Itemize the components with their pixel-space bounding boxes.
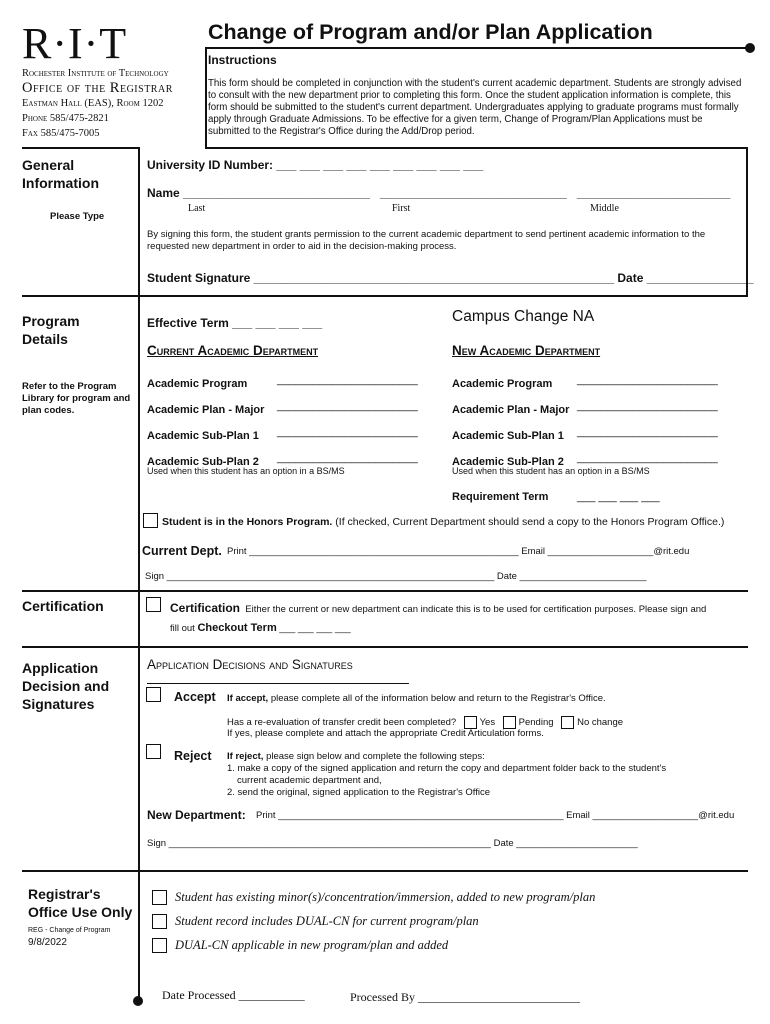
reevaluation-question: Has a re-evaluation of transfer credit been completed? (227, 717, 457, 729)
processed-by-field[interactable]: Processed By ___________________________ (350, 990, 580, 1004)
new-dept-sign-date-field[interactable]: Sign _____________________________________________________________ Date _______________________ (147, 838, 638, 849)
certification-checkbox[interactable] (146, 597, 161, 612)
row-label: Academic Program (147, 378, 248, 390)
date-processed-field[interactable]: Date Processed ___________ (162, 988, 305, 1002)
section-program-details: Program Details (22, 313, 80, 347)
program-row (147, 400, 447, 426)
form-code: REG - Change of Program (28, 927, 111, 934)
row-label: Academic Sub-Plan 1 (452, 430, 564, 442)
registrar-item-text: DUAL-CN applicable in new program/plan and added (175, 937, 449, 952)
first-name-label: First (392, 203, 411, 214)
yes-label: Yes (479, 717, 496, 729)
new-program-rows (452, 374, 746, 476)
checkout-term-row (170, 622, 351, 634)
reject-bold: If reject, (227, 751, 264, 762)
if-yes-note: If yes, please complete and attach the appropriate Credit Articulation forms. (227, 728, 544, 739)
institute-name: Rochester Institute of Technology (22, 68, 169, 79)
new-dept-print-email-field[interactable]: Print ______________________________________________________ Email ____________________@rit.edu (256, 810, 735, 821)
honors-checkbox[interactable] (143, 513, 158, 528)
registrar-item-text: Student has existing minor(s)/concentration/immersion, added to new program/plan (175, 889, 596, 904)
no-change-label: No change (577, 717, 624, 729)
registrar-address (22, 66, 173, 141)
bsms-note: Used when this student has an option in a BS/MS (452, 466, 650, 476)
registrar-checkbox[interactable] (152, 890, 167, 905)
effective-term-field[interactable]: Effective Term ___ ___ ___ ___ (147, 316, 323, 330)
last-name-label: Last (188, 203, 206, 214)
registrar-item-text: Student record includes DUAL-CN for current program/plan (175, 913, 479, 928)
divider (22, 590, 748, 592)
requirement-term-input[interactable]: ___ ___ ___ ___ (577, 491, 660, 503)
registrar-checkbox[interactable] (152, 938, 167, 953)
divider (22, 147, 140, 149)
rit-logo: R·I·T (22, 19, 128, 68)
row-input[interactable]: _______________________ (277, 452, 418, 464)
honors-program-text (162, 516, 724, 528)
instructions-text: This form should be completed in conjunction with the student's current academic department. Students are strongly advised to consult with the new department prior to completing this form. Once the student application information is complete, this form should be submitted to the student's current department. Undergraduates applying to graduate programs must formally apply through Graduate Admissions. To be effective for a given term, Change of Program/Plan Applications must be submitted to the Registrar's Office during the Add/Drop period. (208, 78, 742, 137)
accept-label: Accept (174, 690, 216, 704)
bullet-dot (133, 996, 143, 1006)
honors-note: (If checked, Current Department should send a copy to the Honors Program Office.) (335, 516, 725, 528)
reject-step-1-cont: current academic department and, (237, 775, 382, 786)
row-input[interactable]: _______________________ (577, 452, 718, 464)
section-general-information: General Information (22, 157, 99, 191)
certification-description: Either the current or new department can indicate this is to be used for certification purposes. Please sign and (245, 604, 707, 615)
program-row (147, 374, 447, 400)
current-dept-sign-date-field[interactable]: Sign ______________________________________________________________ Date ________________________ (145, 571, 647, 582)
row-label: Academic Sub-Plan 2 (452, 456, 564, 468)
accept-text: please complete all of the information below and return to the Registrar's Office. (270, 693, 606, 704)
decision-heading: Application Decisions and Signatures (147, 657, 353, 672)
row-input[interactable]: _______________________ (277, 374, 418, 386)
row-input[interactable]: _______________________ (577, 400, 718, 412)
reject-step-2: 2. send the original, signed application to the Registrar's Office (227, 787, 491, 798)
phone: Phone 585/475-2821 (22, 113, 109, 124)
bullet-dot (745, 43, 755, 53)
accept-bold: If accept, (227, 693, 269, 704)
reject-instructions (227, 751, 666, 799)
divider (205, 47, 207, 149)
row-label: Academic Plan - Major (147, 404, 265, 416)
bsms-note: Used when this student has an option in a BS/MS (147, 466, 345, 476)
registrar-checkbox[interactable] (152, 914, 167, 929)
list-item (152, 933, 732, 957)
reject-checkbox[interactable] (146, 744, 161, 759)
current-academic-department-heading: Current Academic Department (147, 343, 319, 358)
row-label: Academic Sub-Plan 2 (147, 456, 259, 468)
no-change-checkbox[interactable] (561, 716, 574, 729)
divider (205, 47, 750, 49)
instructions-heading: Instructions (208, 53, 277, 67)
row-input[interactable]: _______________________ (577, 426, 718, 438)
name-field[interactable]: Name ____________________________ ____________________________ _______________________ (147, 186, 731, 200)
current-dept-label: Current Dept. (142, 544, 222, 558)
program-row (147, 452, 447, 466)
row-input[interactable]: _______________________ (577, 374, 718, 386)
divider (205, 147, 746, 149)
form-title: Change of Program and/or Plan Application (208, 20, 653, 44)
row-input[interactable]: _______________________ (277, 426, 418, 438)
honors-label: Student is in the Honors Program. (162, 516, 333, 528)
reject-text: please sign below and complete the following steps: (266, 751, 485, 762)
new-department-label: New Department: (147, 808, 246, 822)
middle-name-label: Middle (590, 203, 619, 214)
program-library-note: Refer to the Program Library for program and plan codes. (22, 381, 131, 416)
reject-label: Reject (174, 749, 212, 763)
new-academic-department-heading: New Academic Department (452, 343, 601, 358)
requirement-term-label: Requirement Term (452, 491, 549, 503)
row-label: Academic Program (452, 378, 553, 390)
registrar-checklist (152, 885, 732, 957)
campus-change: Campus Change NA (452, 308, 595, 325)
address: Eastman Hall (EAS), Room 1202 (22, 98, 164, 109)
program-row (452, 452, 746, 466)
certification-label: Certification (170, 601, 241, 615)
current-program-rows (147, 374, 447, 476)
checkout-term-input[interactable]: ___ ___ ___ ___ (279, 623, 351, 634)
pending-label: Pending (518, 717, 554, 729)
accept-instructions (227, 693, 606, 704)
divider (22, 646, 748, 648)
reject-step-1: 1. make a copy of the signed application and return the copy and department folder back to the student's (227, 763, 667, 774)
office-name: Office of the Registrar (22, 80, 173, 96)
accept-checkbox[interactable] (146, 687, 161, 702)
divider (147, 683, 409, 684)
section-registrar-office: Registrar's Office Use Only (28, 886, 133, 920)
row-label: Academic Sub-Plan 1 (147, 430, 259, 442)
section-certification: Certification (22, 598, 104, 614)
student-signature-field[interactable]: Student Signature ______________________________________________________ Date ________________ (147, 271, 754, 285)
please-type-note: Please Type (50, 211, 105, 222)
program-row (452, 426, 746, 452)
certification-text (170, 601, 706, 615)
divider (22, 870, 748, 872)
program-row (147, 426, 447, 452)
list-item (152, 885, 732, 909)
row-label: Academic Plan - Major (452, 404, 570, 416)
university-id-field[interactable]: University ID Number: ___ ___ ___ ___ ___ ___ ___ ___ ___ (147, 158, 484, 172)
list-item (152, 909, 732, 933)
divider (22, 295, 748, 297)
program-row (452, 400, 746, 426)
current-dept-print-email-field[interactable]: Print ___________________________________________________ Email ____________________@rit.edu (227, 546, 690, 557)
fill-out-text: fill out (170, 623, 195, 634)
section-application-decision: Application Decision and Signatures (22, 660, 110, 712)
checkout-term-label: Checkout Term (197, 622, 277, 634)
row-input[interactable]: _______________________ (277, 400, 418, 412)
consent-text: By signing this form, the student grants permission to the current academic department to send pertinent academic information to the requested new department in order to aid in the decision-making process. (147, 229, 706, 252)
form-date: 9/8/2022 (28, 937, 67, 948)
divider (138, 147, 140, 1002)
fax: Fax 585/475-7005 (22, 128, 100, 139)
program-row (452, 374, 746, 400)
